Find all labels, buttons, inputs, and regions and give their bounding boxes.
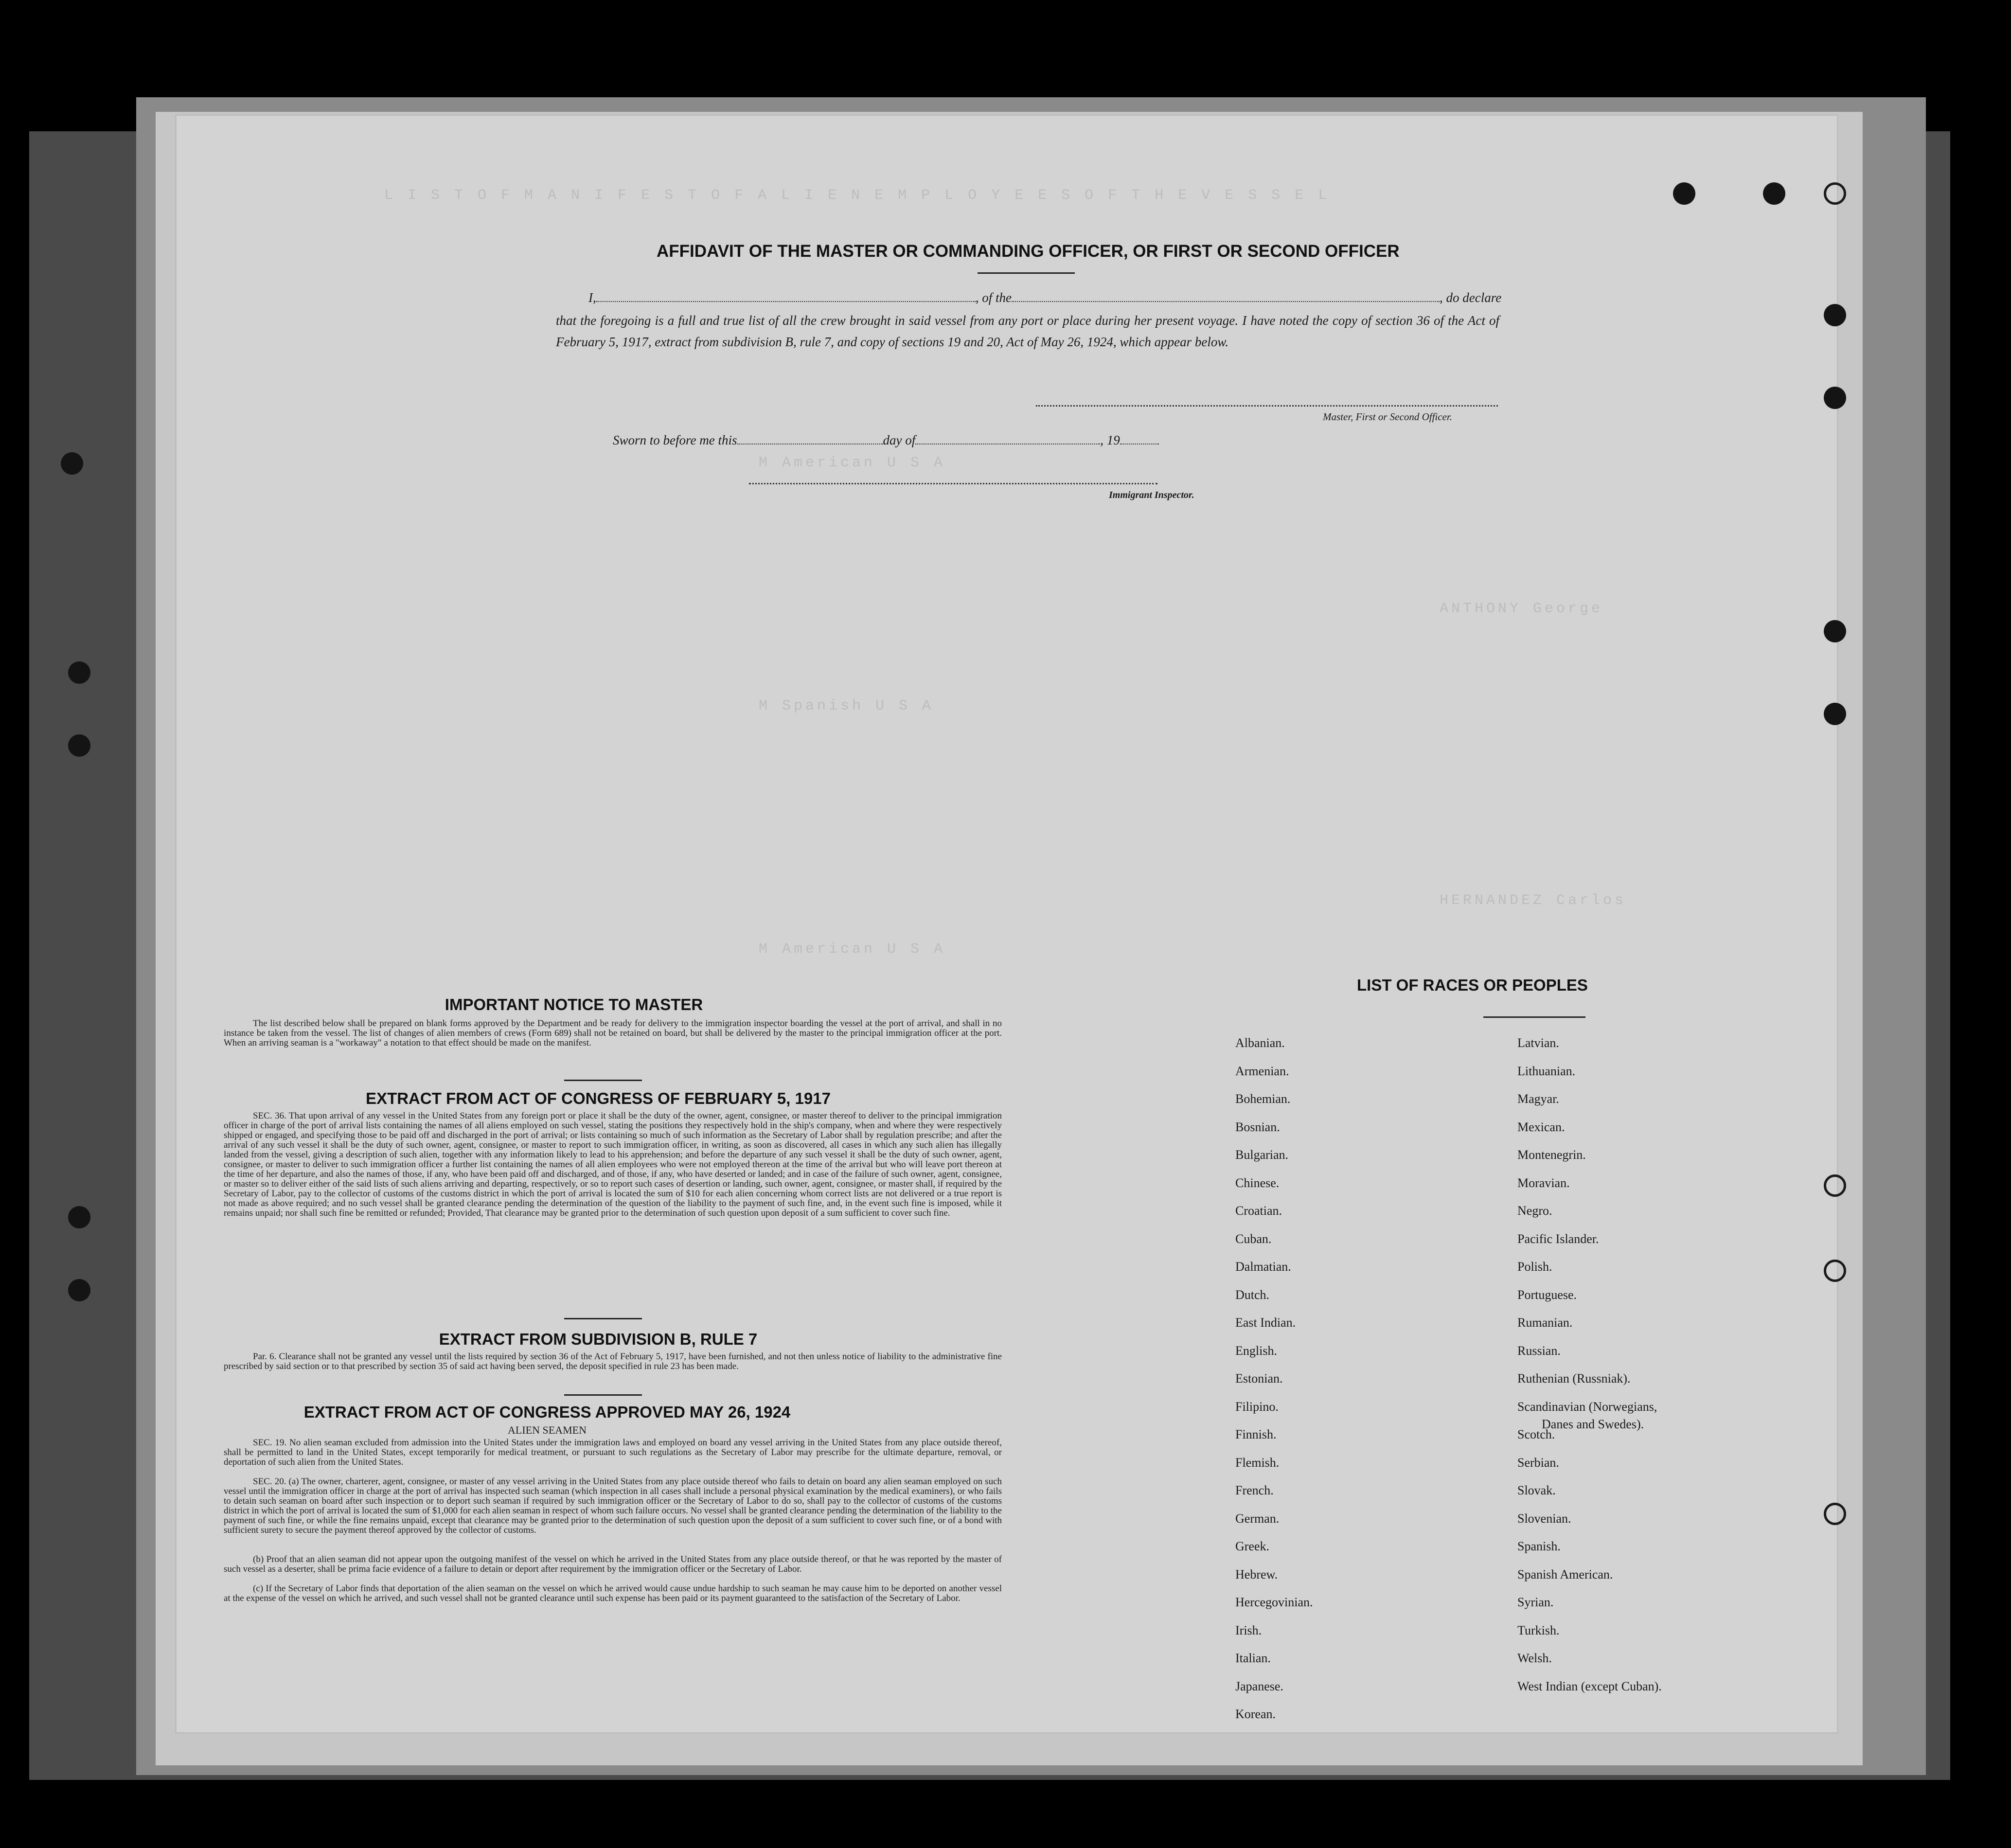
punch-hole-icon	[1824, 182, 1846, 205]
race-item: Slovenian.	[1517, 1511, 1571, 1526]
binder-hole-icon	[61, 452, 83, 475]
master-caption: Master, First or Second Officer.	[1323, 411, 1452, 423]
race-item: Bohemian.	[1235, 1092, 1291, 1106]
year-text: , 19	[1100, 433, 1120, 447]
binder-hole-icon	[68, 734, 90, 757]
race-item: Turkish.	[1517, 1623, 1560, 1637]
race-item: English.	[1235, 1343, 1277, 1358]
race-item: Dutch.	[1235, 1287, 1270, 1302]
punch-hole-icon	[1824, 387, 1846, 409]
race-item: Italian.	[1235, 1651, 1271, 1665]
race-item: Greek.	[1235, 1539, 1270, 1553]
race-item: Polish.	[1517, 1260, 1552, 1274]
race-item: East Indian.	[1235, 1315, 1296, 1330]
race-item: Mexican.	[1517, 1119, 1565, 1134]
extract-1924-title: EXTRACT FROM ACT OF CONGRESS APPROVED MAY 26, 1924	[303, 1403, 791, 1421]
extract-1917-title: EXTRACT FROM ACT OF CONGRESS OF FEBRUARY 5, 1917	[366, 1089, 831, 1107]
race-item: Magyar.	[1517, 1092, 1559, 1106]
notice-title: IMPORTANT NOTICE TO MASTER	[445, 995, 703, 1013]
races-title: LIST OF RACES OR PEOPLES	[1357, 976, 1588, 994]
race-item: Latvian.	[1517, 1036, 1559, 1050]
affidavit-title-rule	[978, 272, 1075, 274]
race-item: Croatian.	[1235, 1204, 1282, 1218]
bleed-through-text: M Spanish U S A	[759, 698, 934, 714]
race-item: French.	[1235, 1483, 1274, 1497]
race-item: Syrian.	[1517, 1595, 1554, 1609]
race-item: Chinese.	[1235, 1175, 1280, 1190]
race-item: Negro.	[1517, 1204, 1552, 1218]
race-item: Portuguese.	[1517, 1287, 1577, 1302]
race-item: Dalmatian.	[1235, 1260, 1291, 1274]
binder-hole-icon	[68, 661, 90, 684]
affidavit-title: AFFIDAVIT OF THE MASTER OR COMMANDING OFFICER, OR FIRST OR SECOND OFFICER	[657, 242, 1400, 261]
race-item: Filipino.	[1235, 1399, 1279, 1414]
race-item: Lithuanian.	[1517, 1064, 1576, 1078]
bleed-through-text: L I S T O F M A N I F E S T O F A L I E N E M P L O Y E E S O F T H E V E S S E L	[384, 187, 1330, 204]
inspector-caption: Immigrant Inspector.	[1109, 490, 1194, 500]
race-item: Danes and Swedes).	[1542, 1417, 1644, 1431]
race-item: Welsh.	[1517, 1651, 1552, 1665]
bleed-through-text: ANTHONY George	[1440, 601, 1603, 617]
binder-hole-icon	[68, 1206, 90, 1228]
section-rule	[564, 1318, 642, 1319]
extract-1924-sec19: SEC. 19. No alien seaman excluded from admission into the United States under the immigration laws and employed on board any vessel arriving in the United States from any place outside thereof, shall be permitted to land in the United States, except temporarily for medical treatment, or pursuant to such regulations as the Secretary of Labor may prescribe for the ultimate departure, removal, or deportation of such alien from the United States.	[224, 1438, 1002, 1467]
section-rule	[564, 1080, 642, 1081]
race-item: Finnish.	[1235, 1427, 1277, 1441]
race-item: Montenegrin.	[1517, 1148, 1586, 1162]
punch-hole-icon	[1824, 304, 1846, 326]
extract-1917-text: SEC. 36. That upon arrival of any vessel in the United States from any foreign port or place it shall be the duty of the owner, agent, consignee, or master thereof to deliver to the principal immigration officer in charge of the port of arrival lists containing the names of all aliens employed on such vessel, stating the positions they respectively hold in the ship's company, when and where they were respectively shipped or engaged, and specifying those to be paid off and discharged in the port of arrival; or lists containing so much of such information as the Secretary of Labor shall by regulation prescribe; and after the arrival of any such vessel it shall be the duty of such owner, agent, consignee, or master to report to such immigration officer, in writing, as soon as discovered, all cases in which any such alien has illegally landed from the vessel, giving a description of such alien, together with any information likely to lead to his apprehension; and before the departure of any such vessel it shall be the duty of such owner, agent, consignee, or master to deliver to such immigration officer a further list containing the names of all alien employees who were not employed thereon at the time of the arrival but who will leave port thereon at the time of her departure, and also the names of those, if any, who have been paid off and discharged, and of those, if any, who have deserted or landed; and in case of the failure of such owner, agent, consignee, or master so to deliver either of the said lists of such aliens arriving and departing, respectively, or so to report such cases of desertion or landing, such owner, agent, consignee, or master shall, if required by the Secretary of Labor, pay to the collector of customs of the customs district in which the port of arrival is located the sum of $10 for each alien concerning whom correct lists are not delivered or a true report is not made as above required; and no such vessel shall be granted clearance pending the determination of the question of the liability to the payment of such fine, and, in the event such fine is imposed, while it remains unpaid; nor shall such fine be remitted or refunded; Provided, That clearance may be granted prior to the determination of such question upon deposit of a sum sufficient to cover such fine.	[224, 1111, 1002, 1218]
race-item: Scandinavian (Norwegians,	[1517, 1399, 1657, 1414]
sworn-line	[613, 433, 1159, 448]
race-item: Korean.	[1235, 1707, 1276, 1721]
punch-hole-icon	[1824, 620, 1846, 642]
bleed-through-text: HERNANDEZ Carlos	[1440, 892, 1627, 909]
race-item: Hebrew.	[1235, 1567, 1278, 1581]
race-item: Estonian.	[1235, 1371, 1283, 1386]
race-item: Japanese.	[1235, 1679, 1283, 1693]
punch-hole-icon	[1824, 1260, 1846, 1282]
manifest-back-page	[175, 114, 1838, 1734]
name-blank[interactable]	[596, 301, 976, 302]
subdivision-title: EXTRACT FROM SUBDIVISION B, RULE 7	[439, 1330, 758, 1348]
race-item: Spanish American.	[1517, 1567, 1613, 1581]
extract-1924-sec20c: (c) If the Secretary of Labor finds that deportation of the alien seaman on the vessel on which he arrived would cause undue hardship to such seaman he may cause him to be deported on another vessel at the expense of the vessel on which he arrived, and such vessel shall not be granted clearance until such expense has been paid or its payment guaranteed to the satisfaction of the Secretary of Labor.	[224, 1583, 1002, 1603]
race-item: Hercegovinian.	[1235, 1595, 1313, 1609]
race-item: German.	[1235, 1511, 1280, 1526]
race-item: Rumanian.	[1517, 1315, 1573, 1330]
extract-1924-sec20a: SEC. 20. (a) The owner, charterer, agent, consignee, or master of any vessel arriving in the United States from any place outside thereof who fails to detain on board any alien seaman employed on such vessel until the immigration officer in charge at the port of arrival has inspected such seaman (which inspection in all cases shall include a personal physical examination by the medical examiners), or who fails to detain such seaman on board after such inspection or to deport such seaman if required by such immigration officer or the Secretary of Labor to do so, shall pay to the collector of customs of the customs district in which the port of arrival is located the sum of $1,000 for each alien seaman in respect of whom such failure occurs. No vessel shall be granted clearance pending the determination of the liability to the payment of such fine, or while the fine remains unpaid, except that clearance may be granted prior to the determination of such question upon the deposit of a sum sufficient to cover such fine, or of a bond with sufficient surety to secure the payment thereof approved by the collector of customs.	[224, 1476, 1002, 1535]
vessel-blank[interactable]	[1012, 301, 1440, 302]
races-title-rule	[1483, 1016, 1585, 1018]
declaration-of-the: , of the	[975, 290, 1012, 305]
punch-hole-icon	[1824, 1503, 1846, 1525]
declaration-end: , do declare	[1440, 290, 1502, 305]
day-of-text: day of	[883, 433, 916, 447]
affidavit-body: that the foregoing is a full and true list of all the crew brought in said vessel from any port or place during her present voyage. I have noted the copy of section 36 of the Act of February 5, 1917, extract from subdivision B, rule 7, and copy of sections 19 and 20, Act of May 26, 1924, which appear below.	[556, 313, 1499, 349]
race-item: Cuban.	[1235, 1231, 1272, 1246]
declaration-line	[588, 290, 1673, 305]
race-item: Slovak.	[1517, 1483, 1556, 1497]
extract-1924-subtitle: ALIEN SEAMEN	[508, 1424, 587, 1436]
race-item: West Indian (except Cuban).	[1517, 1679, 1662, 1693]
sworn-text: Sworn to before me this	[613, 433, 737, 447]
race-item: Armenian.	[1235, 1064, 1289, 1078]
race-item: Albanian.	[1235, 1036, 1285, 1050]
subdivision-text: Par. 6. Clearance shall not be granted any vessel until the lists required by section 36 of the Act of February 5, 1917, have been furnished, and not then unless notice of liability to the administrative fine prescribed by said section or to that prescribed by section 35 of said act having been served, the deposit specified in rule 23 has been made.	[224, 1351, 1002, 1371]
punch-hole-icon	[1673, 182, 1695, 205]
punch-hole-icon	[1763, 182, 1785, 205]
bleed-through-text: M American U S A	[759, 455, 946, 471]
race-item: Bosnian.	[1235, 1119, 1280, 1134]
race-item: Pacific Islander.	[1517, 1231, 1599, 1246]
race-item: Scotch.	[1517, 1427, 1555, 1441]
section-rule	[564, 1394, 642, 1396]
race-item: Ruthenian (Russniak).	[1517, 1371, 1631, 1386]
race-item: Flemish.	[1235, 1455, 1280, 1470]
punch-hole-icon	[1824, 1174, 1846, 1197]
race-item: Spanish.	[1517, 1539, 1561, 1553]
race-item: Irish.	[1235, 1623, 1262, 1637]
inspector-signature-line[interactable]	[749, 483, 1157, 484]
punch-hole-icon	[1824, 703, 1846, 725]
bleed-through-text: M American U S A	[759, 941, 946, 958]
race-item: Serbian.	[1517, 1455, 1559, 1470]
notice-text: The list described below shall be prepared on blank forms approved by the Department and be ready for delivery to the immigration inspector boarding the vessel at the port of arrival, and shall in no instance be taken from the vessel. The list of changes of alien members of crews (Form 689) shall not be retained on board, but shall be delivered by the master to the principal immigration officer at the port. When an arriving seaman is a "workaway" a notation to that effect should be made on the manifest.	[224, 1018, 1002, 1048]
race-item: Bulgarian.	[1235, 1148, 1289, 1162]
race-item: Russian.	[1517, 1343, 1561, 1358]
race-item: Moravian.	[1517, 1175, 1570, 1190]
master-signature-line[interactable]	[1036, 405, 1498, 407]
extract-1924-sec20b: (b) Proof that an alien seaman did not appear upon the outgoing manifest of the vessel on which he arrived in the United States from any place outside thereof, or that he was reported by the master of such vessel as a deserter, shall be prima facie evidence of a failure to detain or deport after requirement by the immigration officer or the Secretary of Labor.	[224, 1554, 1002, 1574]
binder-hole-icon	[68, 1279, 90, 1301]
declaration-i: I,	[588, 290, 596, 305]
